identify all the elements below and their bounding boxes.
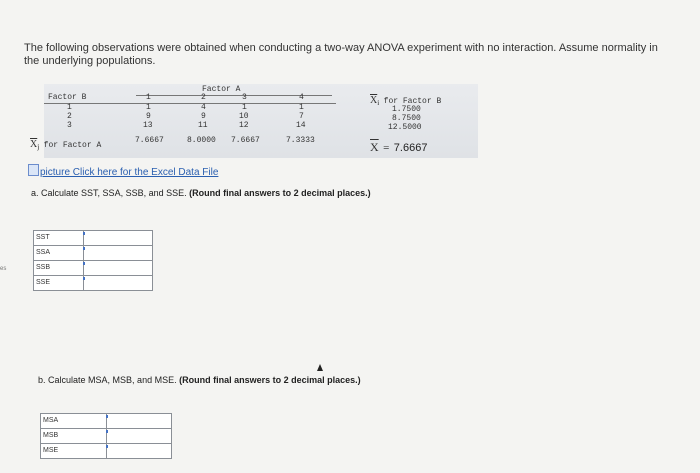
factor-b-mean: 1.7500 xyxy=(392,105,421,114)
factor-b-level: 2 xyxy=(67,112,72,121)
table-cell: 9 xyxy=(146,112,151,121)
factor-a-means-label: $\overline{X}j$ for Factor A xyxy=(30,139,102,151)
factor-a-mean: 7.3333 xyxy=(286,136,315,145)
mse-label: MSE xyxy=(41,444,107,458)
table-cell: 12 xyxy=(239,121,249,130)
edge-text: es xyxy=(0,266,7,272)
answer-row xyxy=(34,261,152,276)
part-b-question: b. Calculate MSA, MSB, and MSE. (Round final answers to 2 decimal places.) xyxy=(38,375,361,385)
mouse-cursor-icon xyxy=(317,364,323,371)
factor-a-mean: 8.0000 xyxy=(187,136,216,145)
factor-a-header: Factor A xyxy=(202,85,241,94)
answer-row xyxy=(41,414,171,429)
factor-a-mean: 7.6667 xyxy=(135,136,164,145)
grand-mean: $\overline{X} = 7.6667$ xyxy=(370,140,428,154)
factor-b-mean: 8.7500 xyxy=(392,114,421,123)
excel-data-link[interactable]: picture Click here for the Excel Data File xyxy=(28,164,218,178)
table-cell: 1 xyxy=(146,103,151,112)
factor-a-level: 4 xyxy=(299,93,304,102)
table-cell: 14 xyxy=(296,121,306,130)
factor-b-level: 3 xyxy=(67,121,72,130)
factor-b-means-header: $\overline{X}i$ for Factor B xyxy=(370,95,442,107)
msa-input[interactable] xyxy=(105,414,171,428)
table-cell: 1 xyxy=(299,103,304,112)
msb-label: MSB xyxy=(41,429,107,443)
table-cell: 11 xyxy=(198,121,208,130)
ssb-label: SSB xyxy=(34,261,84,275)
factor-a-level: 1 xyxy=(146,93,151,102)
ssb-input[interactable] xyxy=(82,261,152,275)
answer-row xyxy=(41,444,171,458)
observation-table xyxy=(30,84,478,158)
sst-input[interactable] xyxy=(82,231,152,245)
factor-b-mean: 12.5000 xyxy=(388,123,422,132)
file-icon xyxy=(28,164,39,176)
table-cell: 10 xyxy=(239,112,249,121)
part-a-answer-table xyxy=(33,230,153,291)
answer-row xyxy=(34,231,152,246)
table-cell: 1 xyxy=(242,103,247,112)
msa-label: MSA xyxy=(41,414,107,428)
table-cell: 4 xyxy=(201,103,206,112)
answer-row xyxy=(41,429,171,444)
ssa-input[interactable] xyxy=(82,246,152,260)
problem-intro: The following observations were obtained when conducting a two-way ANOVA experiment with no interaction. Assume normality in the underlying populations. xyxy=(24,42,658,67)
factor-b-level: 1 xyxy=(67,103,72,112)
factor-a-level: 2 xyxy=(201,93,206,102)
mse-input[interactable] xyxy=(105,444,171,458)
sse-input[interactable] xyxy=(82,276,152,290)
factor-a-mean: 7.6667 xyxy=(231,136,260,145)
msb-input[interactable] xyxy=(105,429,171,443)
part-b-answer-table xyxy=(40,413,172,459)
part-a-question: a. Calculate SST, SSA, SSB, and SSE. (Round final answers to 2 decimal places.) xyxy=(31,188,371,198)
sst-label: SST xyxy=(34,231,84,245)
factor-a-level: 3 xyxy=(242,93,247,102)
factor-b-header: Factor B xyxy=(48,93,87,102)
ssa-label: SSA xyxy=(34,246,84,260)
answer-row xyxy=(34,246,152,261)
table-cell: 7 xyxy=(299,112,304,121)
table-cell: 13 xyxy=(143,121,153,130)
table-cell: 9 xyxy=(201,112,206,121)
answer-row xyxy=(34,276,152,290)
sse-label: SSE xyxy=(34,276,84,290)
